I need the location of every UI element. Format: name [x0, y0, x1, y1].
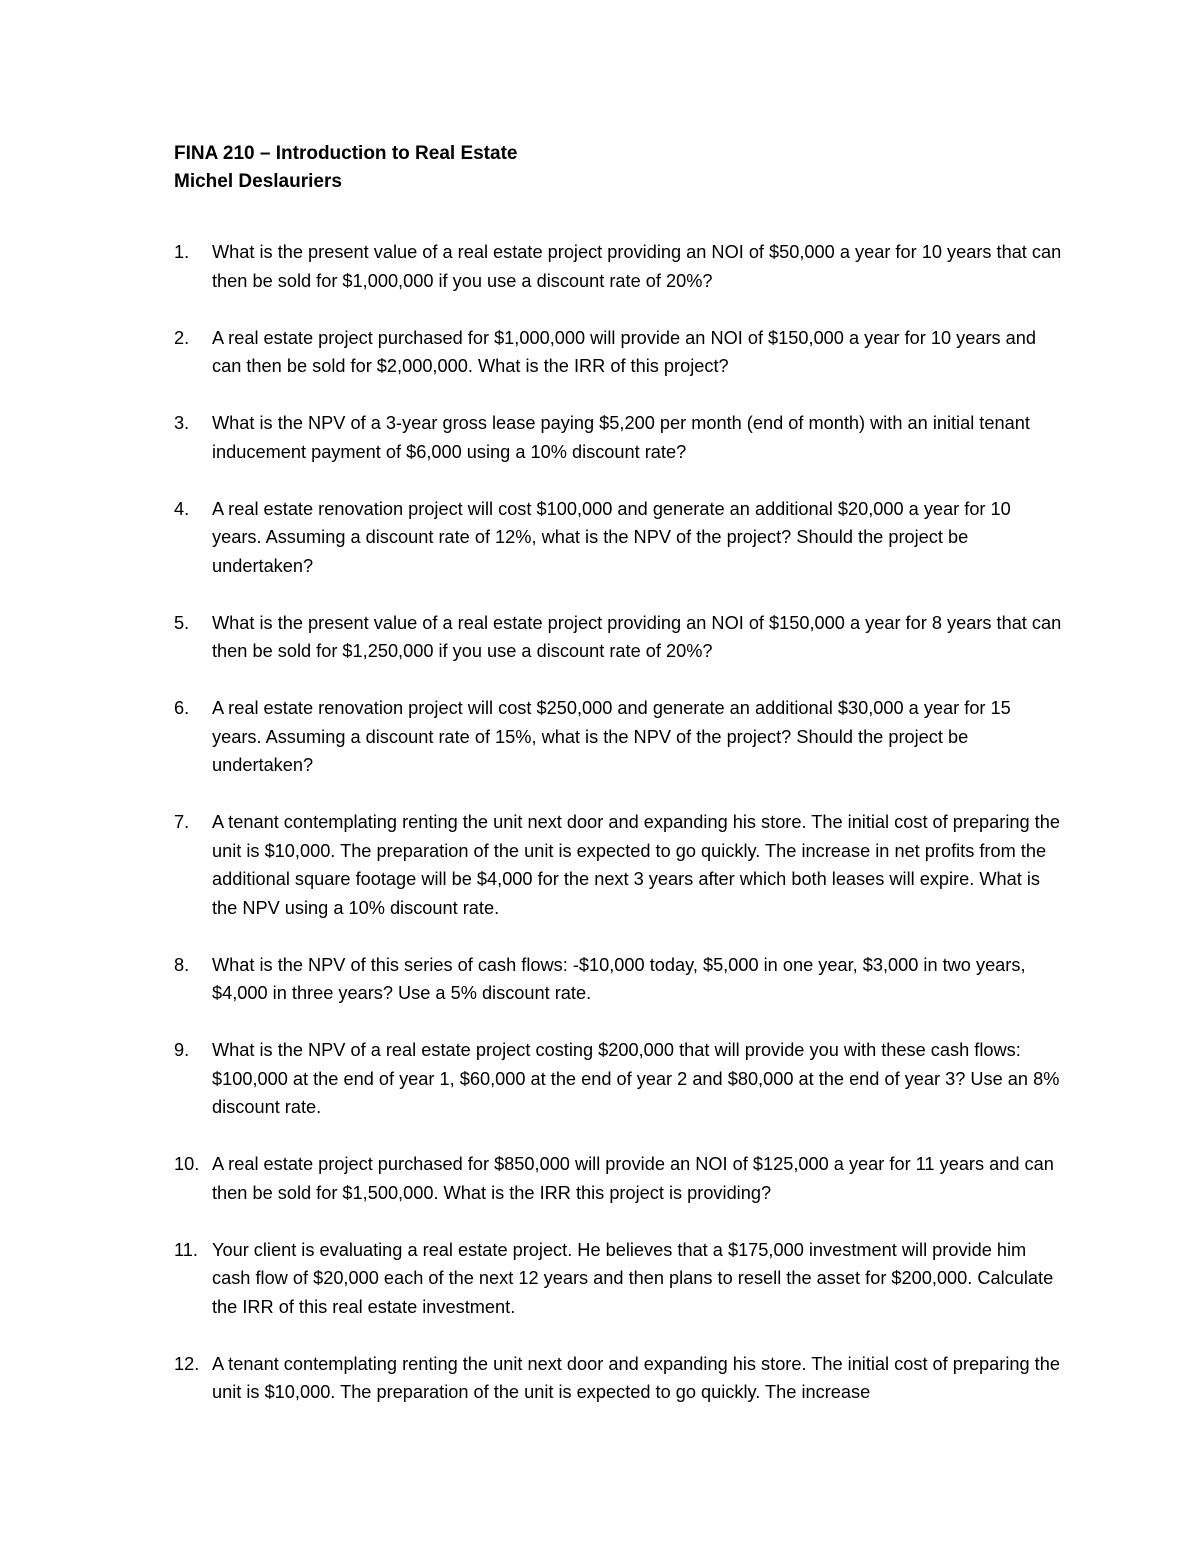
question-text: What is the NPV of a 3-year gross lease paying $5,200 per month (end of month) with an initial tenant inducement payment of $6,000 using a 10% discount rate?	[212, 413, 1030, 462]
question-text: Your client is evaluating a real estate project. He believes that a $175,000 investment will provide him cash flow of $20,000 each of the next 12 years and then plans to resell the asset for $200,000. Calculate the IRR of this real estate investment.	[212, 1239, 1054, 1317]
question-text: What is the present value of a real estate project providing an NOI of $150,000 a year for 8 years that can then be sold for $1,250,000 if you use a discount rate of 20%?	[212, 612, 1062, 661]
question-number: 4.	[174, 498, 190, 519]
question-item	[174, 951, 1064, 1008]
question-text: What is the NPV of a real estate project costing $200,000 that will provide you with these cash flows: $100,000 at the end of year 1, $60,000 at the end of year 2 and $80,000 at the end of year 3? Use an 8% discount rate.	[212, 1040, 1060, 1117]
question-number: 10.	[174, 1154, 200, 1174]
author-name: Michel Deslauriers	[174, 171, 342, 192]
question-item	[174, 238, 1064, 295]
question-number: 6.	[174, 698, 190, 718]
question-text: What is the NPV of this series of cash flows: -$10,000 today, $5,000 in one year, $3,000 in two years, $4,000 in three years? Use a 5% discount rate.	[212, 954, 1026, 1003]
question-item	[174, 1150, 1064, 1207]
question-number: 7.	[174, 812, 190, 832]
question-item	[174, 694, 1064, 780]
question-item	[174, 324, 1064, 381]
question-text: A real estate renovation project will cost $250,000 and generate an additional $30,000 a year for 15 years. Assuming a discount rate of 15%, what is the NPV of the project? Should the project be undertaken?	[212, 698, 1011, 775]
question-list	[174, 238, 1064, 1435]
question-number: 5.	[174, 612, 190, 633]
question-item	[174, 609, 1064, 666]
question-item	[174, 1236, 1064, 1322]
question-number: 8.	[174, 954, 190, 975]
question-text: What is the present value of a real estate project providing an NOI of $50,000 a year for 10 years that can then be sold for $1,000,000 if you use a discount rate of 20%?	[212, 242, 1062, 291]
question-text: A real estate project purchased for $1,000,000 will provide an NOI of $150,000 a year for 10 years and can then be sold for $2,000,000. What is the IRR of this project?	[212, 327, 1036, 376]
question-number: 12.	[174, 1353, 200, 1374]
question-number: 2.	[174, 327, 190, 348]
question-item	[174, 409, 1064, 466]
question-number: 1.	[174, 242, 190, 262]
question-item	[174, 495, 1064, 581]
question-text: A tenant contemplating renting the unit next door and expanding his store. The initial cost of preparing the unit is $10,000. The preparation of the unit is expected to go quickly. The increase in net profits from the additional square footage will be $4,000 for the next 3 years after which both leases will expire. What is the NPV using a 10% discount rate.	[212, 812, 1060, 918]
question-number: 9.	[174, 1040, 190, 1060]
question-text: A real estate renovation project will cost $100,000 and generate an additional $20,000 a year for 10 years. Assuming a discount rate of 12%, what is the NPV of the project? Should the project be undertaken?	[212, 498, 1011, 576]
question-text: A tenant contemplating renting the unit next door and expanding his store. The initial cost of preparing the unit is $10,000. The preparation of the unit is expected to go quickly. The increase	[212, 1353, 1060, 1402]
question-text: A real estate project purchased for $850,000 will provide an NOI of $125,000 a year for 11 years and can then be sold for $1,500,000. What is the IRR this project is providing?	[212, 1154, 1054, 1203]
question-item	[174, 1036, 1064, 1122]
question-item	[174, 808, 1064, 922]
course-title: FINA 210 – Introduction to Real Estate	[174, 143, 518, 164]
question-number: 11.	[174, 1239, 198, 1260]
question-item	[174, 1350, 1064, 1407]
question-number: 3.	[174, 413, 190, 433]
document-header	[174, 140, 1074, 196]
